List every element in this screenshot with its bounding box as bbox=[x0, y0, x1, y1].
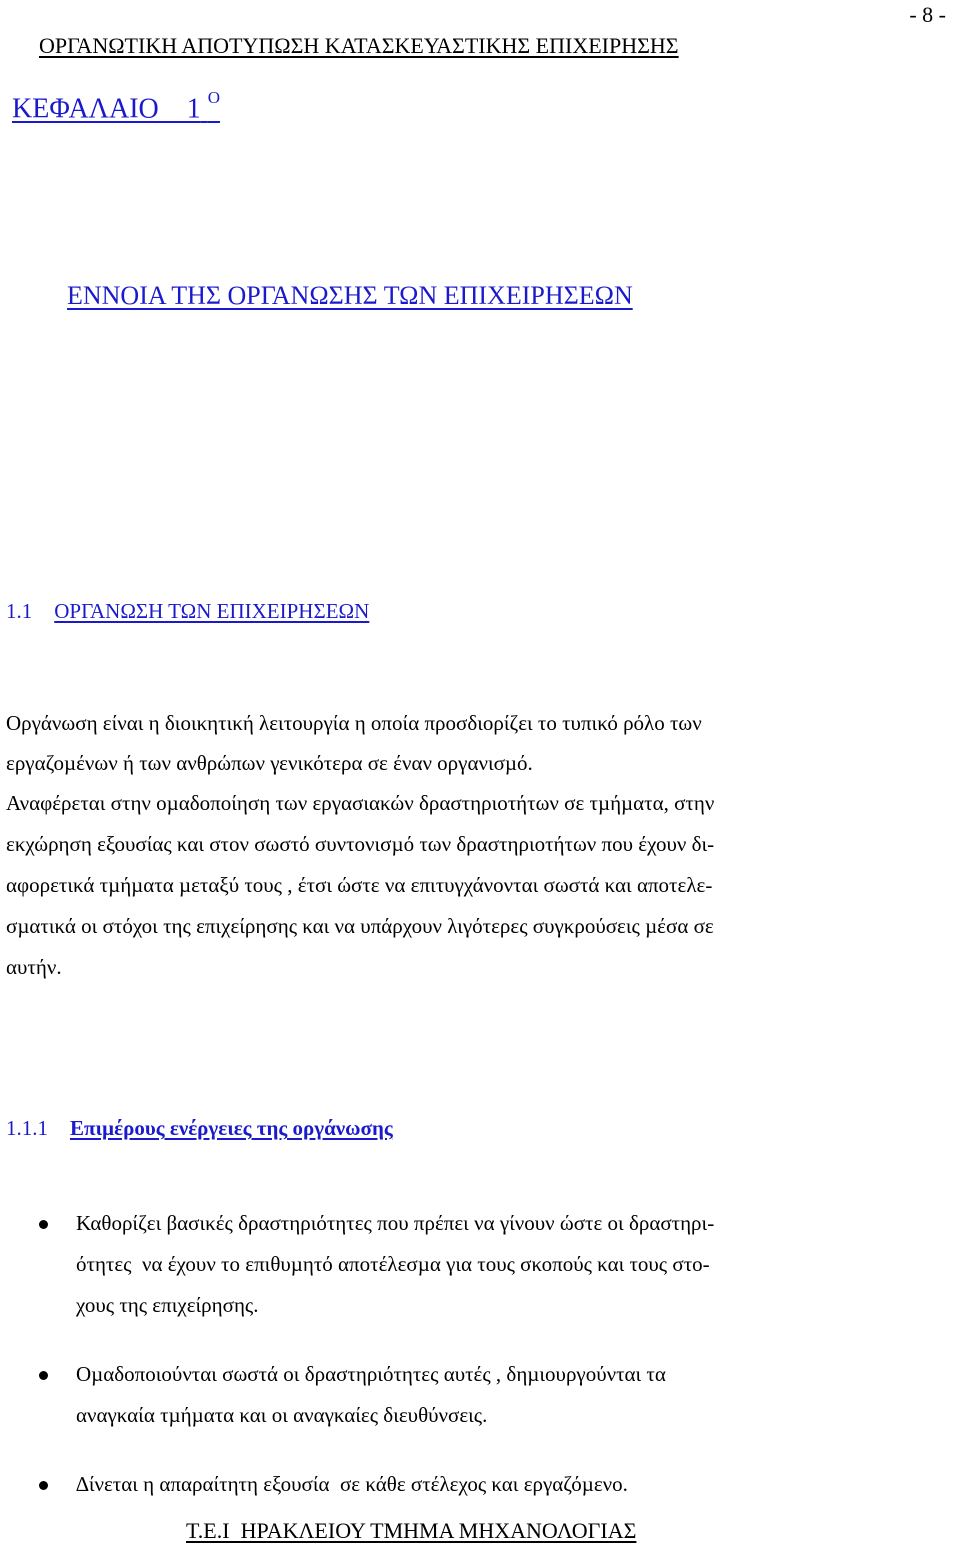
paragraph-line: αυτήν. bbox=[6, 955, 62, 979]
paragraph-line: εκχώρηση εξουσίας και στον σωστό συντονισµό των δραστηριοτήτων που έχουν δι- bbox=[6, 832, 715, 856]
bullet-line: χους της επιχείρησης. bbox=[76, 1293, 259, 1317]
bullet-line: Οµαδοποιούνται σωστά οι δραστηριότητες αυτές , δηµιουργούνται τα bbox=[76, 1362, 666, 1386]
bullet-line: ∆ίνεται η απαραίτητη εξουσία σε κάθε στέλεχος και εργαζόµενο. bbox=[76, 1472, 628, 1496]
paragraph-line: Οργάνωση είναι η διοικητική λειτουργία η οποία προσδιορίζει το τυπικό ρόλο των bbox=[6, 711, 702, 735]
page-number: - 8 - bbox=[909, 2, 946, 27]
subsection-heading bbox=[6, 1116, 393, 1141]
bullet-line: Καθορίζει βασικές δραστηριότητες που πρέπει να γίνουν ώστε οι δραστηρι- bbox=[76, 1211, 715, 1235]
bullet-dot bbox=[39, 1481, 48, 1490]
chapter-label: ΚΕΦΑΛΑΙΟ 1 bbox=[12, 93, 201, 125]
page-footer: Τ.Ε.Ι ΗΡΑΚΛΕΙΟΥ ΤΜΗΜΑ ΜΗΧΑΝΟΛΟΓΙΑΣ bbox=[186, 1518, 637, 1543]
section-heading bbox=[6, 599, 369, 624]
chapter-superscript: Ο bbox=[207, 88, 221, 107]
section-title: ΟΡΓΑΝΩΣΗ ΤΩΝ ΕΠΙΧΕΙΡΗΣΕΩΝ bbox=[54, 599, 370, 623]
section-number: 1.1 bbox=[6, 599, 33, 623]
running-header: ΟΡΓΑΝΩΤΙΚΗ ΑΠΟΤΥΠΩΣΗ ΚΑΤΑΣΚΕΥΑΣΤΙΚΗΣ ΕΠΙΧΕΙΡΗΣΗΣ bbox=[39, 33, 679, 58]
bullet-line: αναγκαία τµήµατα και οι αναγκαίες διευθύνσεις. bbox=[76, 1403, 488, 1427]
bullet-dot bbox=[39, 1371, 48, 1380]
subsection-number: 1.1.1 bbox=[6, 1116, 48, 1140]
chapter-title bbox=[12, 88, 221, 125]
main-heading: ΕΝΝΟΙΑ ΤΗΣ ΟΡΓΑΝΩΣΗΣ ΤΩΝ ΕΠΙΧΕΙΡΗΣΕΩΝ bbox=[67, 281, 633, 310]
paragraph-line: εργαζοµένων ή των ανθρώπων γενικότερα σε έναν οργανισµό. bbox=[6, 751, 533, 775]
subsection-title: Επιµέρους ενέργειες της οργάνωσης bbox=[70, 1116, 393, 1140]
paragraph-line: Αναφέρεται στην οµαδοποίηση των εργασιακών δραστηριοτήτων σε τµήµατα, στην bbox=[6, 791, 715, 815]
paragraph-line: σµατικά οι στόχοι της επιχείρησης και να υπάρχουν λιγότερες συγκρούσεις µέσα σε bbox=[6, 914, 714, 938]
bullet-dot bbox=[39, 1220, 48, 1229]
bullet-line: ότητες να έχουν το επιθυµητό αποτέλεσµα για τους σκοπούς και τους στο- bbox=[76, 1252, 710, 1276]
paragraph-line: αφορετικά τµήµατα µεταξύ τους , έτσι ώστε να επιτυγχάνονται σωστά και αποτελε- bbox=[6, 873, 713, 897]
